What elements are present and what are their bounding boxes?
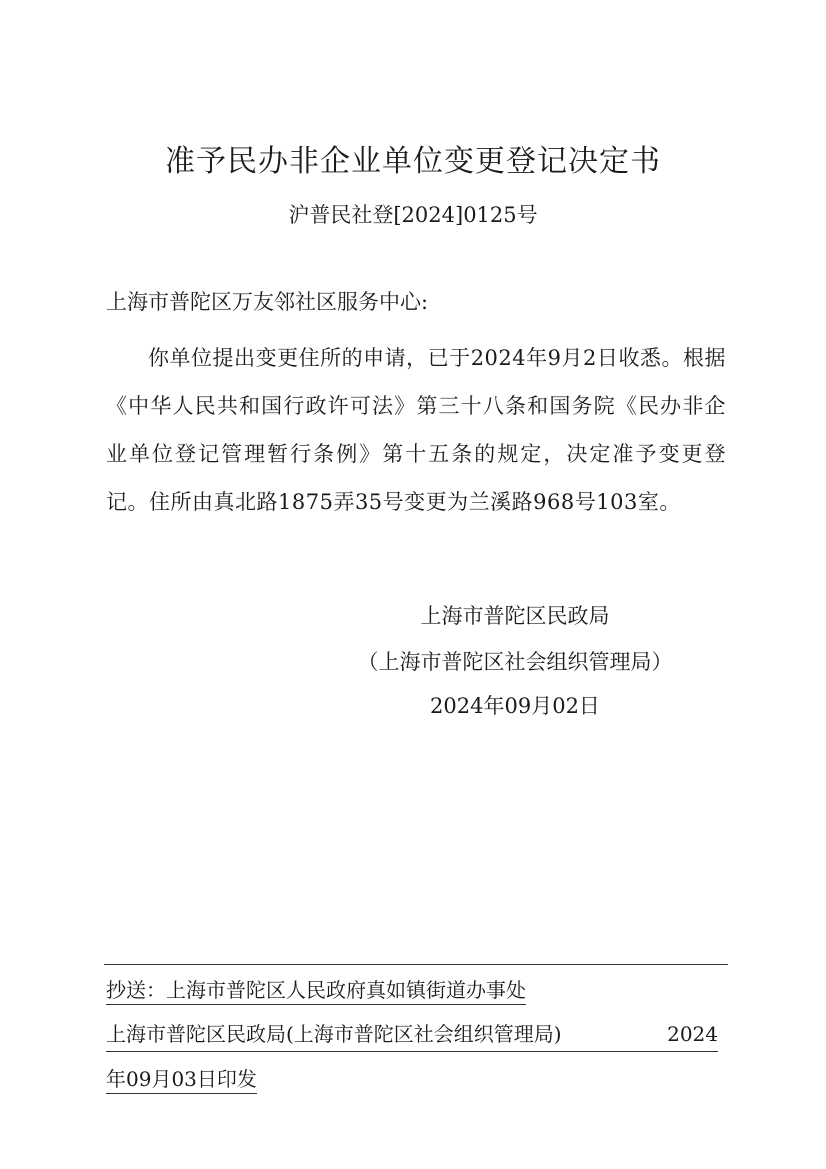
signature-issuer-alt: （上海市普陀区社会组织管理局） (357, 650, 673, 674)
recipient-line: 上海市普陀区万友邻社区服务中心: (106, 290, 429, 314)
body-paragraph: 你单位提出变更住所的申请，已于2024年9月2日收悉。根据《中华人民共和国行政许可法》第三十八条和国务院《民办非企业单位登记管理暂行条例》第十五条的规定，决定准予变更登记。住所由真北路1875弄35号变更为兰溪路968号103室。 (106, 346, 726, 514)
document-number: 沪普民社登[2024]0125号 (288, 203, 538, 227)
cc-recipient: 抄送：上海市普陀区人民政府真如镇街道办事处 (106, 978, 526, 1005)
cc-divider (104, 964, 728, 965)
signature-issuer: 上海市普陀区民政局 (420, 604, 610, 628)
cc-line-2 (106, 1019, 718, 1052)
cc-line-3 (106, 1064, 257, 1094)
cc-issuer: 上海市普陀区民政局(上海市普陀区社会组织管理局) (106, 1022, 562, 1046)
cc-print-date: 年09月03日印发 (106, 1067, 257, 1094)
signature-date: 2024年09月02日 (430, 694, 600, 718)
document-title: 准予民办非企业单位变更登记决定书 (165, 144, 661, 179)
cc-print-year: 2024 (667, 1022, 718, 1046)
cc-line-1 (106, 975, 526, 1005)
cc-issuer-row (106, 1019, 718, 1052)
